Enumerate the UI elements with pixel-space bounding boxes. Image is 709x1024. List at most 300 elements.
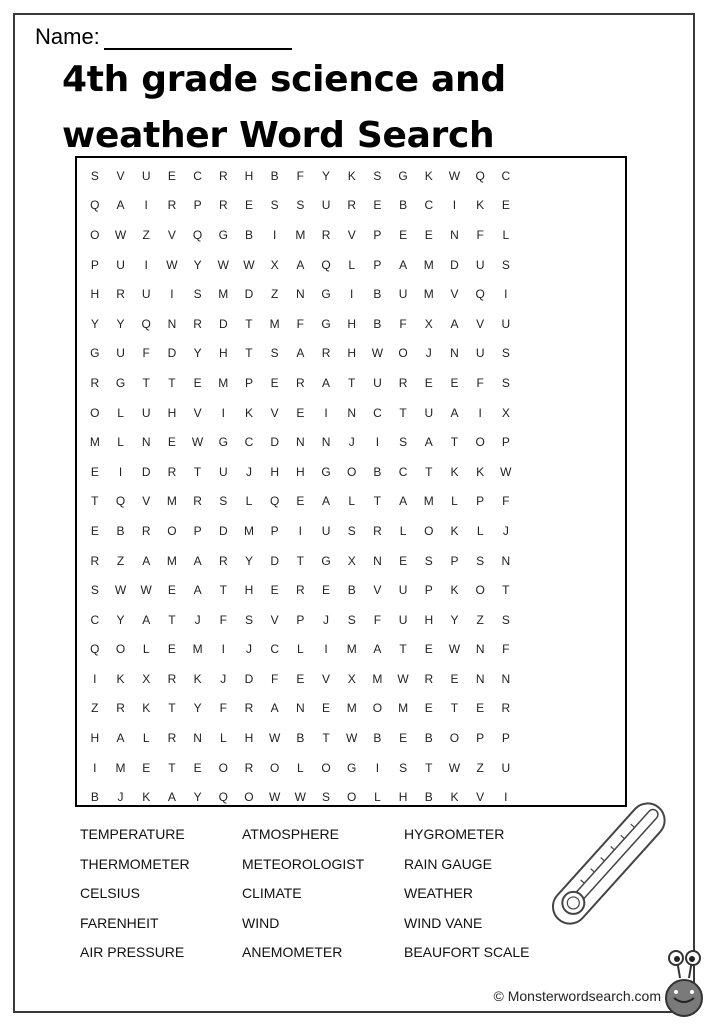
grid-cell[interactable]: D [270, 553, 279, 568]
grid-cell[interactable]: L [297, 760, 304, 775]
grid-cell[interactable]: W [294, 790, 306, 805]
grid-cell[interactable]: S [270, 198, 279, 213]
grid-cell[interactable]: O [90, 227, 100, 242]
grid-cell[interactable]: S [244, 612, 253, 627]
grid-cell[interactable]: P [476, 731, 485, 746]
grid-cell[interactable]: W [346, 731, 358, 746]
grid-cell[interactable]: B [270, 168, 279, 183]
grid-cell[interactable]: V [142, 494, 151, 509]
grid-cell[interactable]: P [424, 583, 433, 598]
grid-cell[interactable]: G [218, 435, 228, 450]
grid-cell[interactable]: T [425, 464, 433, 479]
grid-cell[interactable]: R [90, 375, 100, 390]
grid-cell[interactable]: F [373, 612, 382, 627]
grid-cell[interactable]: F [502, 642, 510, 657]
grid-cell[interactable]: K [142, 790, 151, 805]
grid-cell[interactable]: B [296, 731, 305, 746]
grid-cell[interactable]: H [347, 346, 357, 361]
grid-cell[interactable]: K [116, 671, 125, 686]
grid-cell[interactable]: F [142, 346, 150, 361]
grid-cell[interactable]: R [244, 760, 254, 775]
grid-cell[interactable]: A [322, 494, 331, 509]
grid-cell[interactable]: E [270, 375, 279, 390]
grid-cell[interactable]: A [270, 701, 279, 716]
grid-cell[interactable]: R [116, 701, 125, 716]
grid-cell[interactable]: E [450, 375, 459, 390]
grid-cell[interactable]: I [478, 405, 482, 420]
grid-cell[interactable]: T [219, 583, 227, 598]
grid-cell[interactable]: T [425, 760, 433, 775]
grid-cell[interactable]: Q [475, 287, 485, 302]
grid-cell[interactable]: J [194, 612, 201, 627]
grid-cell[interactable]: C [244, 435, 254, 450]
grid-cell[interactable]: O [449, 731, 460, 746]
grid-cell[interactable]: W [448, 642, 461, 657]
grid-cell[interactable]: H [296, 464, 305, 479]
grid-cell[interactable]: W [166, 257, 178, 272]
grid-cell[interactable]: I [272, 227, 277, 242]
grid-cell[interactable]: S [424, 553, 433, 568]
grid-cell[interactable]: Y [322, 168, 331, 183]
grid-cell[interactable]: F [219, 612, 227, 627]
grid-cell[interactable]: O [475, 435, 485, 450]
grid-cell[interactable]: L [451, 494, 458, 509]
grid-cell[interactable]: X [424, 316, 433, 331]
grid-cell[interactable]: H [424, 612, 434, 627]
grid-cell[interactable]: D [244, 671, 254, 686]
grid-cell[interactable]: G [218, 227, 228, 242]
grid-cell[interactable]: Z [476, 612, 484, 627]
grid-cell[interactable]: S [347, 612, 356, 627]
grid-cell[interactable]: Q [218, 790, 228, 805]
grid-cell[interactable]: N [141, 435, 151, 450]
grid-cell[interactable]: W [268, 790, 281, 805]
grid-cell[interactable]: I [452, 198, 457, 213]
grid-cell[interactable]: Y [193, 701, 202, 716]
grid-cell[interactable]: W [268, 731, 281, 746]
grid-cell[interactable]: N [193, 731, 202, 746]
grid-cell[interactable]: U [321, 523, 331, 538]
grid-cell[interactable]: G [321, 316, 331, 331]
grid-cell[interactable]: I [504, 287, 508, 302]
grid-cell[interactable]: C [398, 464, 408, 479]
grid-cell[interactable]: M [423, 494, 434, 509]
grid-cell[interactable]: K [142, 701, 151, 716]
grid-cell[interactable]: M [346, 642, 357, 657]
grid-cell[interactable]: L [219, 731, 227, 746]
grid-cell[interactable]: T [450, 435, 459, 450]
grid-cell[interactable]: B [424, 731, 433, 746]
grid-cell[interactable]: L [348, 257, 356, 272]
grid-cell[interactable]: P [501, 435, 510, 450]
grid-cell[interactable]: E [244, 198, 253, 213]
grid-cell[interactable]: E [193, 375, 202, 390]
grid-cell[interactable]: B [116, 523, 125, 538]
grid-cell[interactable]: Z [91, 701, 99, 716]
grid-cell[interactable]: W [500, 464, 512, 479]
grid-cell[interactable]: Y [450, 612, 459, 627]
grid-cell[interactable]: I [144, 257, 148, 272]
grid-cell[interactable]: A [193, 553, 202, 568]
grid-cell[interactable]: X [347, 671, 356, 686]
grid-cell[interactable]: E [424, 701, 433, 716]
grid-cell[interactable]: E [167, 583, 176, 598]
grid-cell[interactable]: Z [270, 287, 279, 302]
grid-cell[interactable]: Q [192, 227, 203, 242]
grid-cell[interactable]: F [270, 671, 279, 686]
grid-cell[interactable]: E [167, 435, 176, 450]
grid-cell[interactable]: N [501, 553, 511, 568]
grid-cell[interactable]: B [399, 198, 408, 213]
grid-cell[interactable]: R [167, 198, 177, 213]
grid-cell[interactable]: T [168, 375, 176, 390]
grid-cell[interactable]: V [373, 583, 382, 598]
grid-cell[interactable]: X [270, 257, 279, 272]
grid-cell[interactable]: E [399, 227, 408, 242]
grid-cell[interactable]: E [167, 642, 176, 657]
grid-cell[interactable]: X [347, 553, 356, 568]
grid-cell[interactable]: R [398, 375, 408, 390]
grid-cell[interactable]: D [244, 287, 254, 302]
grid-cell[interactable]: G [398, 168, 408, 183]
grid-cell[interactable]: S [296, 198, 305, 213]
grid-cell[interactable]: R [501, 701, 511, 716]
grid-cell[interactable]: T [348, 375, 356, 390]
grid-cell[interactable]: V [347, 227, 356, 242]
grid-cell[interactable]: C [424, 198, 434, 213]
grid-cell[interactable]: D [450, 257, 459, 272]
grid-cell[interactable]: P [373, 257, 382, 272]
grid-cell[interactable]: N [373, 553, 382, 568]
grid-cell[interactable]: A [399, 494, 408, 509]
grid-cell[interactable]: O [90, 405, 100, 420]
grid-cell[interactable]: J [220, 671, 227, 686]
grid-cell[interactable]: P [476, 494, 485, 509]
grid-cell[interactable]: J [502, 523, 509, 538]
grid-cell[interactable]: L [297, 642, 304, 657]
grid-cell[interactable]: U [398, 583, 408, 598]
grid-cell[interactable]: U [116, 346, 125, 361]
grid-cell[interactable]: A [399, 257, 408, 272]
name-blank-line[interactable] [104, 26, 292, 50]
grid-cell[interactable]: I [298, 523, 303, 538]
grid-cell[interactable]: J [245, 642, 252, 657]
grid-cell[interactable]: W [243, 257, 255, 272]
grid-cell[interactable]: O [115, 642, 126, 657]
grid-cell[interactable]: U [398, 287, 408, 302]
grid-cell[interactable]: S [501, 257, 510, 272]
grid-cell[interactable]: D [218, 316, 228, 331]
grid-cell[interactable]: F [296, 316, 305, 331]
grid-cell[interactable]: M [269, 316, 280, 331]
grid-cell[interactable]: U [141, 405, 151, 420]
grid-cell[interactable]: E [450, 671, 459, 686]
grid-cell[interactable]: B [373, 464, 382, 479]
grid-cell[interactable]: L [117, 435, 124, 450]
grid-cell[interactable]: U [321, 198, 331, 213]
grid-cell[interactable]: E [296, 405, 305, 420]
grid-cell[interactable]: T [168, 760, 176, 775]
grid-cell[interactable]: U [116, 257, 125, 272]
grid-cell[interactable]: B [424, 790, 433, 805]
grid-cell[interactable]: N [321, 435, 331, 450]
grid-cell[interactable]: Q [269, 494, 280, 509]
grid-cell[interactable]: Y [116, 612, 125, 627]
grid-cell[interactable]: V [476, 790, 485, 805]
grid-cell[interactable]: J [117, 790, 124, 805]
grid-cell[interactable]: N [501, 671, 511, 686]
grid-cell[interactable]: M [346, 701, 357, 716]
grid-cell[interactable]: U [373, 375, 382, 390]
grid-cell[interactable]: A [296, 257, 305, 272]
grid-cell[interactable]: V [270, 405, 279, 420]
grid-cell[interactable]: O [475, 583, 485, 598]
grid-cell[interactable]: J [323, 612, 330, 627]
grid-cell[interactable]: Z [116, 553, 125, 568]
grid-cell[interactable]: R [218, 198, 228, 213]
grid-cell[interactable]: E [193, 760, 202, 775]
grid-cell[interactable]: B [373, 731, 382, 746]
grid-cell[interactable]: Q [90, 642, 100, 657]
grid-cell[interactable]: R [321, 346, 331, 361]
grid-cell[interactable]: K [450, 464, 459, 479]
grid-cell[interactable]: M [166, 553, 177, 568]
grid-cell[interactable]: S [501, 375, 510, 390]
grid-cell[interactable]: C [90, 612, 100, 627]
grid-cell[interactable]: V [116, 168, 125, 183]
grid-cell[interactable]: S [322, 790, 331, 805]
grid-cell[interactable]: P [450, 553, 459, 568]
grid-cell[interactable]: C [193, 168, 202, 183]
grid-cell[interactable]: O [167, 523, 177, 538]
grid-cell[interactable]: F [476, 375, 484, 390]
grid-cell[interactable]: T [168, 612, 176, 627]
grid-cell[interactable]: R [218, 168, 228, 183]
grid-cell[interactable]: K [244, 405, 253, 420]
grid-cell[interactable]: T [502, 583, 510, 598]
grid-cell[interactable]: H [90, 287, 100, 302]
grid-cell[interactable]: E [399, 731, 408, 746]
grid-cell[interactable]: O [269, 760, 280, 775]
grid-cell[interactable]: I [93, 760, 97, 775]
grid-cell[interactable]: A [296, 346, 305, 361]
grid-cell[interactable]: J [425, 346, 432, 361]
grid-cell[interactable]: L [399, 523, 407, 538]
grid-cell[interactable]: B [347, 583, 356, 598]
grid-cell[interactable]: I [324, 405, 328, 420]
grid-cell[interactable]: S [270, 346, 279, 361]
grid-cell[interactable]: K [193, 671, 202, 686]
grid-cell[interactable]: K [450, 790, 459, 805]
grid-cell[interactable]: L [374, 790, 381, 805]
grid-cell[interactable]: O [424, 523, 434, 538]
grid-cell[interactable]: R [167, 731, 177, 746]
grid-cell[interactable]: A [142, 612, 151, 627]
grid-cell[interactable]: S [501, 612, 510, 627]
grid-cell[interactable]: B [373, 316, 382, 331]
grid-cell[interactable]: R [373, 523, 382, 538]
grid-cell[interactable]: V [476, 316, 485, 331]
grid-cell[interactable]: P [501, 731, 510, 746]
grid-cell[interactable]: B [90, 790, 99, 805]
grid-cell[interactable]: Q [321, 257, 331, 272]
grid-cell[interactable]: E [90, 464, 99, 479]
grid-cell[interactable]: Z [142, 227, 150, 242]
grid-cell[interactable]: U [475, 346, 485, 361]
grid-cell[interactable]: W [448, 760, 461, 775]
grid-cell[interactable]: F [296, 168, 305, 183]
grid-cell[interactable]: O [347, 464, 357, 479]
grid-cell[interactable]: R [193, 316, 202, 331]
grid-cell[interactable]: H [218, 346, 228, 361]
grid-cell[interactable]: M [243, 523, 254, 538]
grid-cell[interactable]: V [193, 405, 202, 420]
grid-cell[interactable]: G [321, 287, 331, 302]
grid-cell[interactable]: G [90, 346, 100, 361]
grid-cell[interactable]: A [116, 198, 125, 213]
grid-cell[interactable]: E [270, 583, 279, 598]
grid-cell[interactable]: A [322, 375, 331, 390]
grid-cell[interactable]: U [475, 257, 485, 272]
grid-cell[interactable]: M [423, 257, 434, 272]
grid-cell[interactable]: R [193, 494, 202, 509]
grid-cell[interactable]: E [167, 168, 176, 183]
grid-cell[interactable]: E [476, 701, 485, 716]
grid-cell[interactable]: U [424, 405, 434, 420]
grid-cell[interactable]: F [219, 701, 227, 716]
grid-cell[interactable]: G [321, 464, 331, 479]
grid-cell[interactable]: C [373, 405, 382, 420]
grid-cell[interactable]: M [423, 287, 434, 302]
grid-cell[interactable]: L [117, 405, 124, 420]
grid-cell[interactable]: K [347, 168, 356, 183]
grid-cell[interactable]: N [475, 671, 485, 686]
grid-cell[interactable]: O [218, 760, 228, 775]
grid-cell[interactable]: Y [116, 316, 125, 331]
grid-cell[interactable]: E [424, 642, 433, 657]
grid-cell[interactable]: R [116, 287, 125, 302]
grid-cell[interactable]: I [504, 790, 508, 805]
grid-cell[interactable]: F [502, 494, 510, 509]
grid-cell[interactable]: E [296, 494, 305, 509]
grid-cell[interactable]: T [373, 494, 382, 509]
grid-cell[interactable]: R [321, 227, 331, 242]
grid-cell[interactable]: E [424, 227, 433, 242]
grid-cell[interactable]: M [218, 287, 229, 302]
grid-cell[interactable]: B [244, 227, 253, 242]
grid-cell[interactable]: R [296, 583, 305, 598]
grid-cell[interactable]: E [501, 198, 510, 213]
grid-cell[interactable]: W [217, 257, 229, 272]
grid-cell[interactable]: C [501, 168, 511, 183]
grid-cell[interactable]: E [322, 583, 331, 598]
grid-cell[interactable]: A [167, 790, 176, 805]
grid-cell[interactable]: K [450, 523, 459, 538]
grid-cell[interactable]: J [245, 464, 252, 479]
grid-cell[interactable]: R [244, 701, 254, 716]
grid-cell[interactable]: A [193, 583, 202, 598]
grid-cell[interactable]: S [347, 523, 356, 538]
grid-cell[interactable]: S [399, 435, 408, 450]
grid-cell[interactable]: U [398, 612, 408, 627]
grid-cell[interactable]: V [322, 671, 331, 686]
grid-cell[interactable]: R [424, 671, 434, 686]
grid-cell[interactable]: R [167, 671, 177, 686]
grid-cell[interactable]: T [450, 701, 459, 716]
grid-cell[interactable]: K [424, 168, 433, 183]
grid-cell[interactable]: I [375, 435, 380, 450]
grid-cell[interactable]: H [398, 790, 408, 805]
grid-cell[interactable]: K [476, 198, 485, 213]
grid-cell[interactable]: J [348, 435, 355, 450]
grid-cell[interactable]: S [90, 583, 99, 598]
grid-cell[interactable]: H [244, 731, 254, 746]
grid-cell[interactable]: C [270, 642, 279, 657]
grid-cell[interactable]: L [142, 642, 150, 657]
grid-cell[interactable]: T [399, 405, 407, 420]
grid-cell[interactable]: I [118, 464, 123, 479]
grid-cell[interactable]: U [141, 168, 151, 183]
grid-cell[interactable]: L [348, 494, 356, 509]
grid-cell[interactable]: K [476, 464, 485, 479]
grid-cell[interactable]: D [218, 523, 228, 538]
grid-cell[interactable]: E [90, 523, 99, 538]
grid-cell[interactable]: S [90, 168, 99, 183]
grid-cell[interactable]: O [372, 701, 383, 716]
grid-cell[interactable]: W [448, 168, 461, 183]
grid-cell[interactable]: S [193, 287, 202, 302]
grid-cell[interactable]: Y [193, 257, 202, 272]
grid-cell[interactable]: U [218, 464, 228, 479]
grid-cell[interactable]: T [245, 316, 253, 331]
grid-cell[interactable]: Y [193, 790, 202, 805]
grid-cell[interactable]: N [167, 316, 177, 331]
grid-cell[interactable]: F [476, 227, 484, 242]
grid-cell[interactable]: K [450, 583, 459, 598]
grid-cell[interactable]: E [296, 671, 305, 686]
grid-cell[interactable]: I [93, 671, 97, 686]
grid-cell[interactable]: I [375, 760, 380, 775]
grid-cell[interactable]: E [142, 760, 151, 775]
grid-cell[interactable]: X [142, 671, 151, 686]
grid-cell[interactable]: T [168, 701, 176, 716]
grid-cell[interactable]: R [90, 553, 100, 568]
grid-cell[interactable]: P [193, 523, 202, 538]
grid-cell[interactable]: Y [244, 553, 253, 568]
grid-cell[interactable]: W [114, 227, 127, 242]
grid-cell[interactable]: N [450, 227, 459, 242]
grid-cell[interactable]: L [142, 731, 150, 746]
grid-cell[interactable]: H [347, 316, 357, 331]
grid-cell[interactable]: Z [476, 760, 484, 775]
grid-cell[interactable]: N [347, 405, 357, 420]
grid-cell[interactable]: S [501, 346, 510, 361]
grid-cell[interactable]: S [476, 553, 485, 568]
grid-cell[interactable]: P [244, 375, 253, 390]
grid-cell[interactable]: G [321, 553, 331, 568]
grid-cell[interactable]: L [476, 523, 484, 538]
grid-cell[interactable]: T [91, 494, 99, 509]
grid-cell[interactable]: A [116, 731, 125, 746]
grid-cell[interactable]: E [322, 701, 331, 716]
grid-cell[interactable]: M [192, 642, 203, 657]
grid-cell[interactable]: M [398, 701, 409, 716]
grid-cell[interactable]: Q [115, 494, 126, 509]
grid-cell[interactable]: L [245, 494, 253, 509]
grid-cell[interactable]: T [193, 464, 202, 479]
grid-cell[interactable]: A [142, 553, 151, 568]
grid-cell[interactable]: W [191, 435, 204, 450]
